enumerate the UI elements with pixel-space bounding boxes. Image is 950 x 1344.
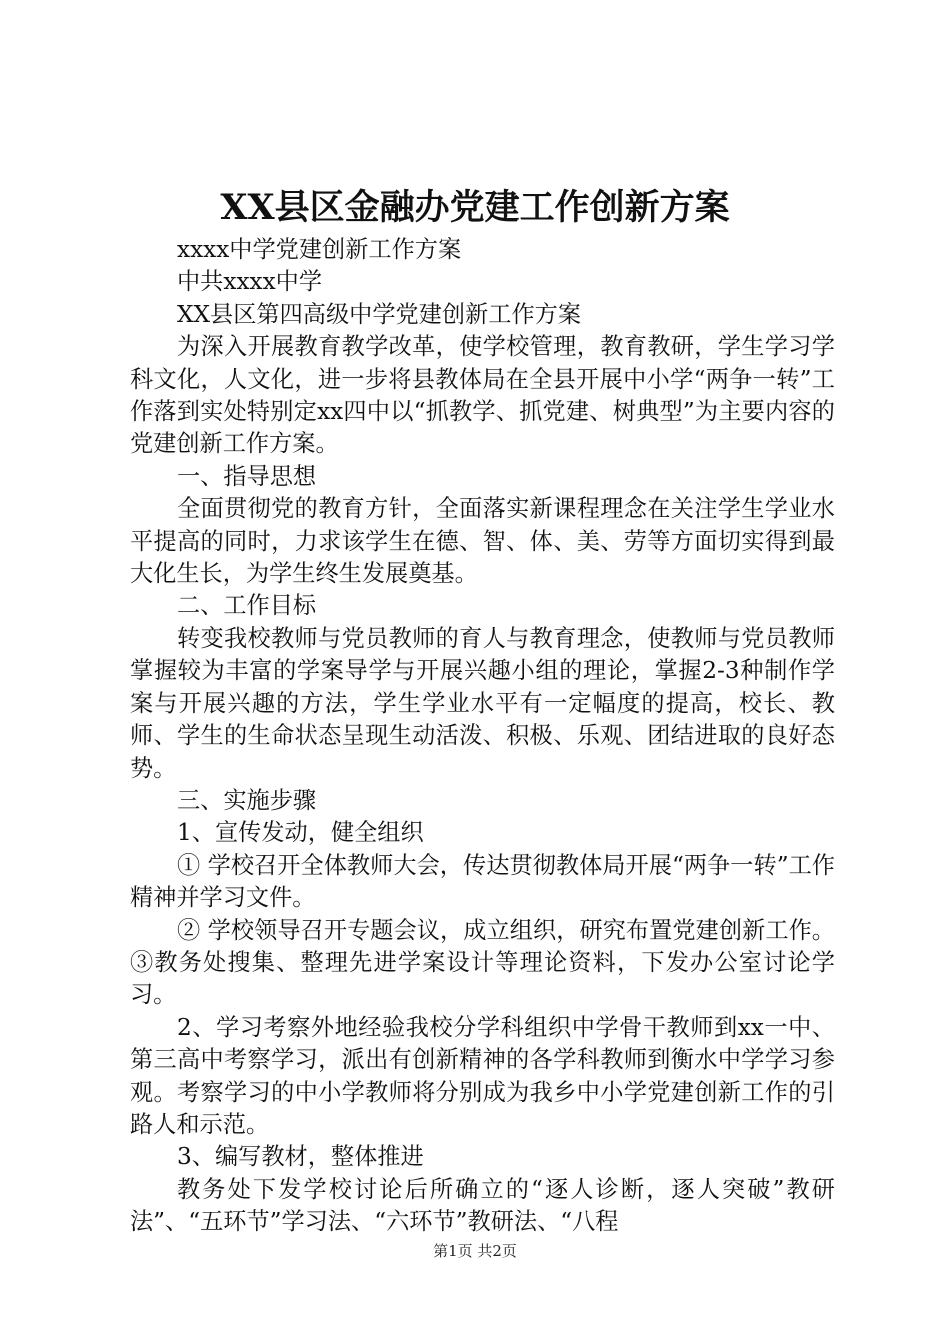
paragraph-work-goals: 转变我校教师与党员教师的育人与教育理念，使教师与党员教师掌握较为丰富的学案导学与开展兴趣小组的理论，掌握2-3种制作学案与开展兴趣的方法，学生学业水平有一定幅度的提高，校长、教师、学生的生命状态呈现生动活泼、积极、乐观、团结进取的良好态势。 [130,624,835,782]
heading-implementation-steps: 三、实施步骤 [177,786,317,814]
page-number-footer: 第1页 共2页 [433,1242,517,1260]
list-item-teacher-meeting: ① 学校召开全体教师大会，传达贯彻教体局开展“两争一转”工作精神并学习文件。 [130,851,835,912]
paragraph-intro: 为深入开展教育教学改革，使学校管理，教育教研，学生学习学科文化，人文化，进一步将县教体局在全县开展中小学“两争一转”工作落到实处特别定xx四中以“抓教学、抓党建、树典型”为主要内容的党建创新工作方案。 [130,333,835,458]
subheading-compile-materials: 3、编写教材，整体推进 [177,1143,424,1171]
heading-work-goals: 二、工作目标 [177,592,317,620]
document-title: XX县区金融办党建工作创新方案 [220,187,730,228]
list-item-leadership-meeting: ② 学校领导召开专题会议，成立组织，研究布置党建创新工作。③教务处搜集、整理先进学案设计等理论资料，下发办公室讨论学习。 [130,916,835,1009]
heading-guiding-ideology: 一、指导思想 [177,462,317,490]
paragraph-school-plan: xxxx中学党建创新工作方案 [177,236,462,263]
paragraph-guiding-ideology: 全面贯彻党的教育方针，全面落实新课程理念在关注学生学业水平提高的同时，力求该学生在德、智、体、美、劳等方面切实得到最大化生长，为学生终生发展奠基。 [130,495,835,588]
paragraph-study-visits: 2、学习考察外地经验我校分学科组织中学骨干教师到xx一中、第三高中考察学习，派出有创新精神的各学科教师到衡水中学学习参观。考察学习的中小学教师将分别成为我乡中小学党建创新工作的引路人和示范。 [130,1013,835,1138]
subheading-publicity: 1、宣传发动，健全组织 [177,819,424,847]
document-body [130,234,835,1239]
paragraph-party-committee: 中共xxxx中学 [177,268,323,296]
paragraph-teaching-methods: 教务处下发学校讨论后所确立的“逐人诊断，逐人突破”教研法”、“五环节”学习法、“六环节”教研法、“八程 [130,1175,835,1236]
paragraph-fourth-high-school-plan: XX县区第四高级中学党建创新工作方案 [177,300,582,328]
